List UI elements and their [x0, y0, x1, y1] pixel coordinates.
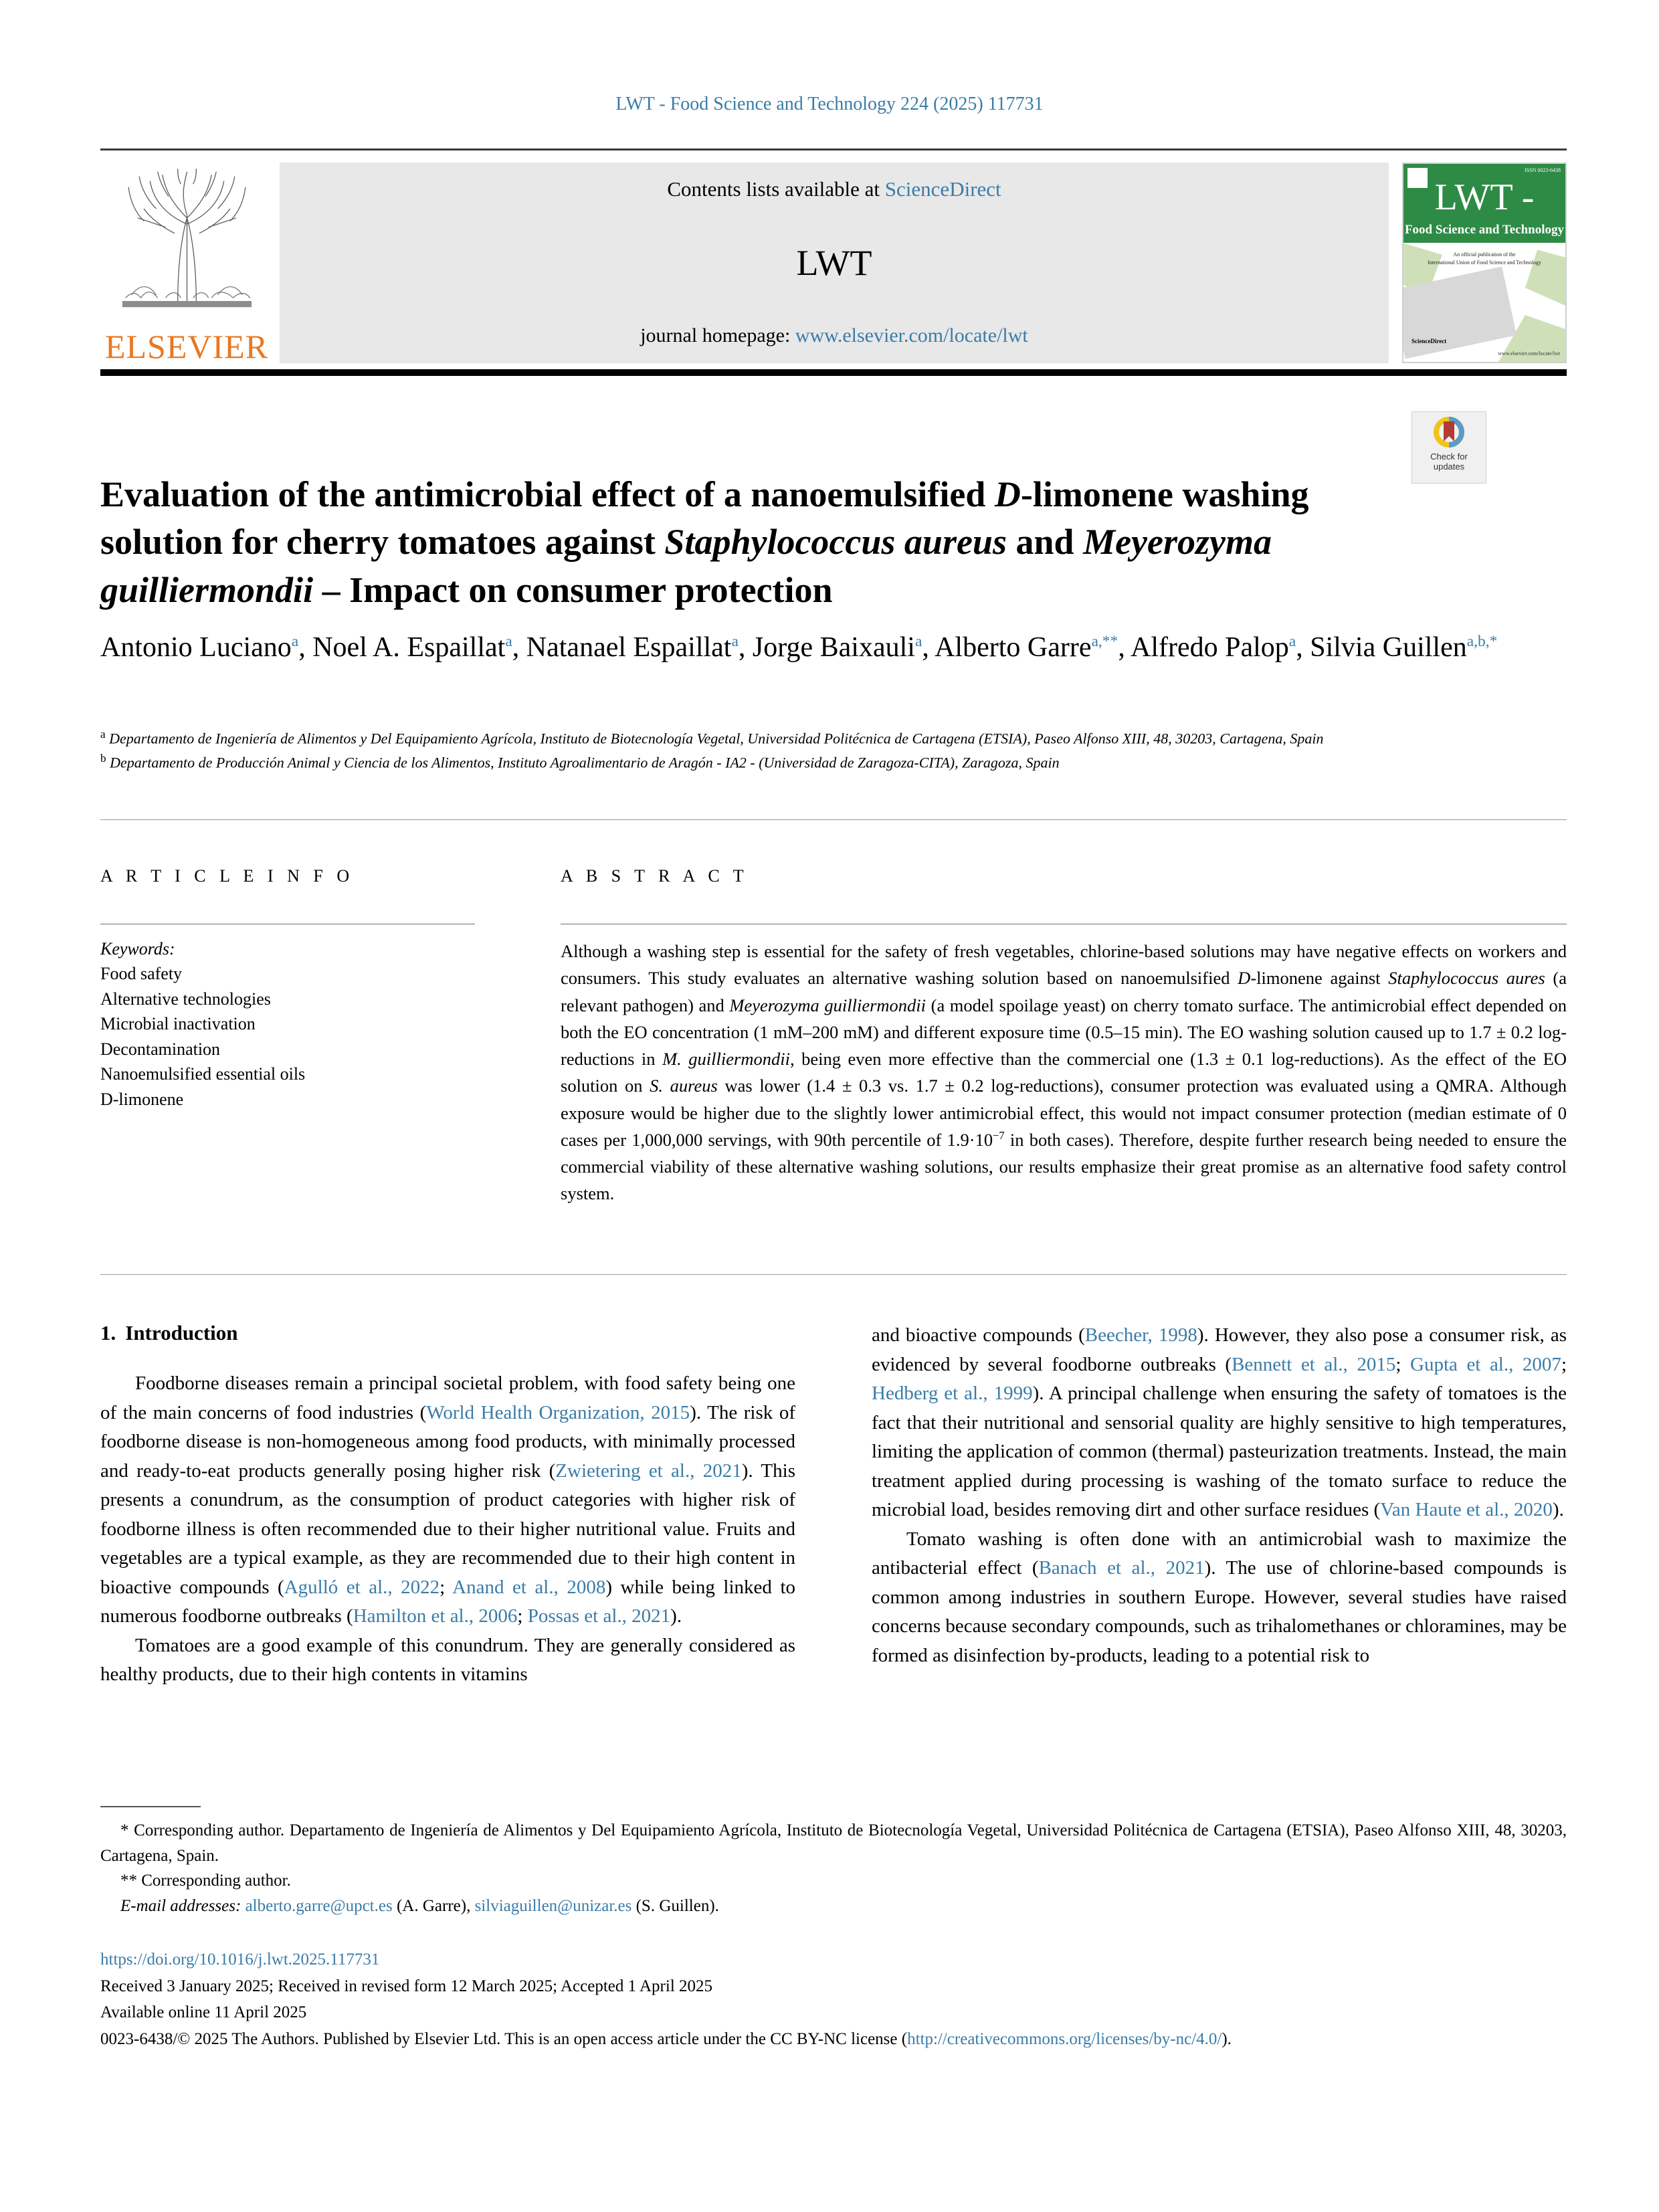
- para-seg: ;: [440, 1576, 453, 1598]
- title-seg-5: – Impact on consumer protection: [313, 569, 833, 610]
- article-info-heading: A R T I C L E I N F O: [100, 866, 355, 886]
- cover-official-line1: An official publication of the: [1453, 252, 1516, 258]
- author-name: Silvia Guillen: [1310, 632, 1467, 663]
- available-online: Available online 11 April 2025: [100, 2003, 307, 2021]
- elsevier-logo: [100, 163, 280, 363]
- para-seg: ;: [1395, 1353, 1410, 1375]
- abstract-italic-2: Staphylococcus aures: [1388, 968, 1545, 989]
- sciencedirect-link[interactable]: ScienceDirect: [884, 177, 1001, 201]
- cover-header: [1403, 164, 1565, 243]
- para-seg: ).: [670, 1605, 682, 1627]
- cover-official-line2: International Union of Food Science and Technology: [1428, 259, 1541, 266]
- citation-link[interactable]: Hamilton et al., 2006: [353, 1605, 518, 1627]
- elsevier-wordmark: ELSEVIER: [104, 328, 269, 365]
- crossmark-badge[interactable]: [1411, 411, 1486, 484]
- title-seg-4: and: [1006, 522, 1074, 563]
- copyright-text: 0023-6438/© 2025 The Authors. Published by Elsevier Ltd. This is an open access article under the CC BY-NC license (: [100, 2029, 908, 2048]
- abstract-italic-4: M. guilliermondii: [662, 1049, 790, 1070]
- title-italic-1: D: [994, 474, 1021, 515]
- abstract-seg-2: -limonene against: [1250, 968, 1389, 989]
- keyword-item: Decontamination: [100, 1039, 221, 1059]
- crossmark-line2: updates: [1433, 461, 1465, 472]
- email-owner: (A. Garre),: [392, 1896, 475, 1915]
- affiliation-item: [100, 750, 1438, 774]
- para-seg: and bioactive compounds (: [872, 1324, 1085, 1346]
- section-number: 1.: [100, 1321, 116, 1344]
- citation-link[interactable]: Banach et al., 2021: [1038, 1557, 1205, 1579]
- para-seg: ;: [1561, 1353, 1567, 1375]
- author-sep: ,: [298, 632, 313, 663]
- doi-link[interactable]: https://doi.org/10.1016/j.lwt.2025.117731: [100, 1950, 380, 1969]
- homepage-prefix: journal homepage:: [640, 324, 795, 346]
- citation-link[interactable]: World Health Organization, 2015: [426, 1401, 690, 1423]
- citation-link[interactable]: Anand et al., 2008: [452, 1576, 606, 1598]
- abstract-section: [561, 866, 1567, 1207]
- journal-homepage-link[interactable]: www.elsevier.com/locate/lwt: [795, 324, 1028, 346]
- cover-official-line: [1403, 251, 1565, 266]
- cover-url: www.elsevier.com/locate/lwt: [1498, 350, 1560, 357]
- author-affil-mark: a: [731, 633, 739, 650]
- author-sep: ,: [1296, 632, 1310, 663]
- keywords-label: Keywords:: [100, 939, 175, 959]
- publication-info: [100, 1946, 1567, 2052]
- citation-link[interactable]: Beecher, 1998: [1084, 1324, 1197, 1346]
- abstract-seg-4: (a model spoilage yeast) on cherry tomato surface. The antimicrobial effect depended on both the EO concentration (1 mM–200 mM) and different exposure time (0.5–15 min). The EO washing solution caused up to 1.7 ± 0.2 log-reductions in: [561, 995, 1567, 1070]
- body-columns: [100, 1321, 1567, 1690]
- footnote-emails: [100, 1894, 1567, 1919]
- citation-link[interactable]: Zwietering et al., 2021: [555, 1460, 742, 1482]
- abstract-seg-7: in both cases). Therefore, despite further research being needed to ensure the commercial viability of these alternative washing solutions, our results emphasize their great promise as an alternative food safety control system.: [561, 1129, 1567, 1204]
- section-heading-introduction: [100, 1321, 795, 1345]
- author-affil-mark: a,**: [1091, 633, 1118, 650]
- page-title: [100, 471, 1371, 614]
- author-name: Noel A. Espaillat: [312, 632, 506, 663]
- title-italic-2: Staphylococcus aureus: [664, 522, 1007, 563]
- abstract-italic-3: Meyerozyma guilliermondii: [729, 995, 926, 1015]
- abstract-seg-3: (a relevant pathogen) and: [561, 968, 1567, 1015]
- cover-subtitle: Food Science and Technology: [1404, 223, 1565, 237]
- license-link[interactable]: http://creativecommons.org/licenses/by-nc/4.0/: [907, 2029, 1222, 2048]
- affiliation-list: [100, 726, 1438, 775]
- author-affil-mark: a: [505, 633, 512, 650]
- keyword-list: [100, 936, 488, 1112]
- email-label: E-mail addresses:: [120, 1896, 241, 1915]
- abstract-italic-5: S. aureus: [650, 1076, 718, 1096]
- cover-body: [1403, 243, 1565, 362]
- abstract-seg-1: Although a washing step is essential for the safety of fresh vegetables, chlorine-based solutions may have negative effects on workers and consumers. This study evaluates an alternative washing solution based on nanoemulsified: [561, 941, 1567, 989]
- running-head: LWT - Food Science and Technology 224 (2025) 117731: [615, 94, 1044, 114]
- author-entry: [100, 632, 312, 663]
- citation-link[interactable]: Van Haute et al., 2020: [1380, 1499, 1553, 1520]
- elsevier-tree-icon: [108, 163, 266, 316]
- cover-title: LWT -: [1434, 177, 1535, 218]
- author-affil-mark: a: [291, 633, 299, 650]
- author-affil-mark: a: [914, 633, 922, 650]
- author-name: Natanael Espaillat: [526, 632, 732, 663]
- author-entry: [753, 632, 935, 663]
- citation-link[interactable]: Bennett et al., 2015: [1232, 1353, 1396, 1375]
- para-seg: ). The risk of foodborne disease is non-homogeneous among food products, with minimally processed and ready-to-eat products generally posing higher risk (: [100, 1401, 795, 1482]
- abstract-text: [561, 938, 1567, 1207]
- abstract-superscript: −7: [993, 1129, 1005, 1142]
- author-sep: ,: [512, 632, 526, 663]
- crossmark-icon: [1430, 416, 1468, 451]
- author-sep: ,: [1118, 632, 1131, 663]
- abstract-seg-6: was lower (1.4 ± 0.3 vs. 1.7 ± 0.2 log-reductions), consumer protection was evaluated using a QMRA. Although exposure would be higher due to the slightly lower antimicrobial effect, this would not impact consumer protection (median estimate of 0 cases per 1,000,000 servings, with 90th percentile of 1.9·10: [561, 1076, 1567, 1150]
- citation-link[interactable]: Agulló et al., 2022: [284, 1576, 440, 1598]
- author-name: Antonio Luciano: [100, 632, 292, 663]
- author-sep: ,: [922, 632, 935, 663]
- affiliation-item: [100, 726, 1438, 750]
- keyword-item: Microbial inactivation: [100, 1014, 256, 1034]
- para-seg: ). A principal challenge when ensuring the safety of tomatoes is the fact that their nutritional and sensorial quality are highly sensitive to high temperatures, limiting the application of common (thermal) pasteurization treatments. Instead, the main treatment applied during processing is washing of the tomato surface to reduce the microbial load, besides removing dirt and other surface residues (: [872, 1383, 1567, 1520]
- para-seg: ). The use of chlorine-based compounds is common among industries in southern Europe. However, several studies have raised concerns because secondary compounds, such as trihalomethanes or chloramines, may be formed as disinfection by-products, leading to a potential risk to: [872, 1557, 1567, 1666]
- para-seg: ;: [517, 1605, 528, 1627]
- paragraph: [872, 1525, 1567, 1671]
- abstract-italic-1: D: [1238, 968, 1251, 989]
- footnote-block: [100, 1818, 1567, 1918]
- citation-link[interactable]: Possas et al., 2021: [527, 1605, 671, 1627]
- article-info-section: [100, 866, 488, 1112]
- crossmark-label: [1430, 452, 1468, 472]
- cover-issn: ISSN 0023-6438: [1524, 167, 1561, 173]
- cover-sciencedirect-label: ScienceDirect: [1411, 337, 1447, 344]
- author-name: Jorge Baixauli: [752, 632, 915, 663]
- section-label: Introduction: [125, 1321, 238, 1344]
- author-entry: [1310, 632, 1497, 663]
- copyright-tail: ).: [1222, 2029, 1232, 2048]
- keyword-item: Nanoemulsified essential oils: [100, 1064, 306, 1084]
- paragraph: [100, 1631, 795, 1690]
- paragraph: [872, 1321, 1567, 1525]
- citation-link[interactable]: Hedberg et al., 1999: [872, 1383, 1033, 1404]
- journal-masthead: [100, 148, 1567, 363]
- affiliation-text: Departamento de Ingeniería de Alimentos y Del Equipamiento Agrícola, Instituto de Biotecnología Vegetal, Universidad Politécnica de Cartagena (ETSIA), Paseo Alfonso XIII, 48, 30203, Cartagena, Spain: [109, 730, 1324, 747]
- para-seg: Foodborne diseases remain a principal societal problem, with food safety being one of the main concerns of food industries (: [100, 1373, 795, 1423]
- contents-line: [280, 177, 1389, 201]
- journal-title: LWT: [796, 243, 872, 283]
- email-owner: (S. Guillen).: [631, 1896, 719, 1915]
- journal-homepage-line: [280, 324, 1389, 347]
- author-entry: [312, 632, 526, 663]
- paragraph: [100, 1369, 795, 1631]
- keyword-item: Food safety: [100, 964, 183, 984]
- para-seg: ).: [1552, 1499, 1564, 1520]
- affiliation-text: Departamento de Producción Animal y Ciencia de los Alimentos, Instituto Agroalimentario de Aragón - IA2 - (Universidad de Zaragoza-CITA), Zaragoza, Spain: [110, 754, 1060, 771]
- section-divider-bottom: [100, 1274, 1567, 1275]
- para-seg: Tomatoes are a good example of this conundrum. They are generally considered as healthy products, due to their high contents in vitamins: [100, 1634, 795, 1685]
- para-seg: ) while being linked to numerous foodborne outbreaks (: [100, 1576, 795, 1627]
- footnote-rule: [100, 1806, 201, 1807]
- sciencedirect-banner: [280, 163, 1389, 363]
- abstract-seg-5: , being even more effective than the commercial one (1.3 ± 0.1 log-reductions). As the effect of the EO solution on: [561, 1049, 1567, 1096]
- author-list: [100, 627, 1567, 668]
- footnote-corresponding-author: * Corresponding author. Departamento de Ingeniería de Alimentos y Del Equipamiento Agrícola, Instituto de Biotecnología Vegetal, Universidad Politécnica de Cartagena (ETSIA), Paseo Alfonso XIII, 48, 30203, Cartagena, Spain.: [100, 1821, 1567, 1865]
- email-link[interactable]: silviaguillen@unizar.es: [474, 1896, 632, 1915]
- author-entry: [1131, 632, 1310, 663]
- keyword-item: Alternative technologies: [100, 989, 271, 1009]
- abstract-heading: A B S T R A C T: [561, 866, 749, 886]
- para-seg: Tomato washing is often done with an antimicrobial wash to maximize the antibacterial effect (: [872, 1528, 1567, 1579]
- author-affil-mark: a,b,*: [1466, 633, 1498, 650]
- title-seg-3: washing solution for cherry tomatoes against: [100, 474, 1309, 563]
- author-name: Alberto Garre: [935, 632, 1092, 663]
- copyright-line: [100, 2026, 1567, 2053]
- body-column-right: [872, 1321, 1567, 1690]
- crossmark-line1: Check for: [1430, 451, 1468, 462]
- contents-prefix: Contents lists available at: [667, 177, 885, 201]
- affiliation-mark: a: [100, 728, 106, 740]
- journal-cover-thumbnail: [1402, 163, 1567, 363]
- title-seg-2: -limonene: [1020, 474, 1173, 515]
- affiliation-mark: b: [100, 752, 106, 765]
- title-italic-3: Meyerozyma guilliermondii: [100, 522, 1272, 610]
- citation-link[interactable]: Gupta et al., 2007: [1410, 1353, 1561, 1375]
- author-name: Alfredo Palop: [1131, 632, 1289, 663]
- title-seg-1: Evaluation of the antimicrobial effect of a nanoemulsified: [100, 474, 995, 515]
- para-seg: ). However, they also pose a consumer risk, as evidenced by several foodborne outbreaks (: [872, 1324, 1567, 1375]
- masthead-bottom-rule: [100, 369, 1567, 376]
- received-dates: Received 3 January 2025; Received in revised form 12 March 2025; Accepted 1 April 2025: [100, 1977, 713, 1995]
- body-column-left: [100, 1321, 795, 1690]
- author-sep: ,: [738, 632, 753, 663]
- author-entry: [935, 632, 1131, 663]
- email-link[interactable]: alberto.garre@upct.es: [245, 1896, 393, 1915]
- author-entry: [526, 632, 753, 663]
- section-divider-top: [100, 819, 1567, 820]
- footnote-corresponding-author-2: ** Corresponding author.: [120, 1872, 291, 1890]
- masthead-top-rule: [100, 148, 1567, 150]
- para-seg: ). This presents a conundrum, as the consumption of product categories with higher risk of foodborne illness is often recommended due to their higher nutritional value. Fruits and vegetables are a typical example, as they are recommended due to their high content in bioactive compounds (: [100, 1460, 795, 1598]
- author-affil-mark: a: [1288, 633, 1296, 650]
- keyword-item: D-limonene: [100, 1089, 184, 1109]
